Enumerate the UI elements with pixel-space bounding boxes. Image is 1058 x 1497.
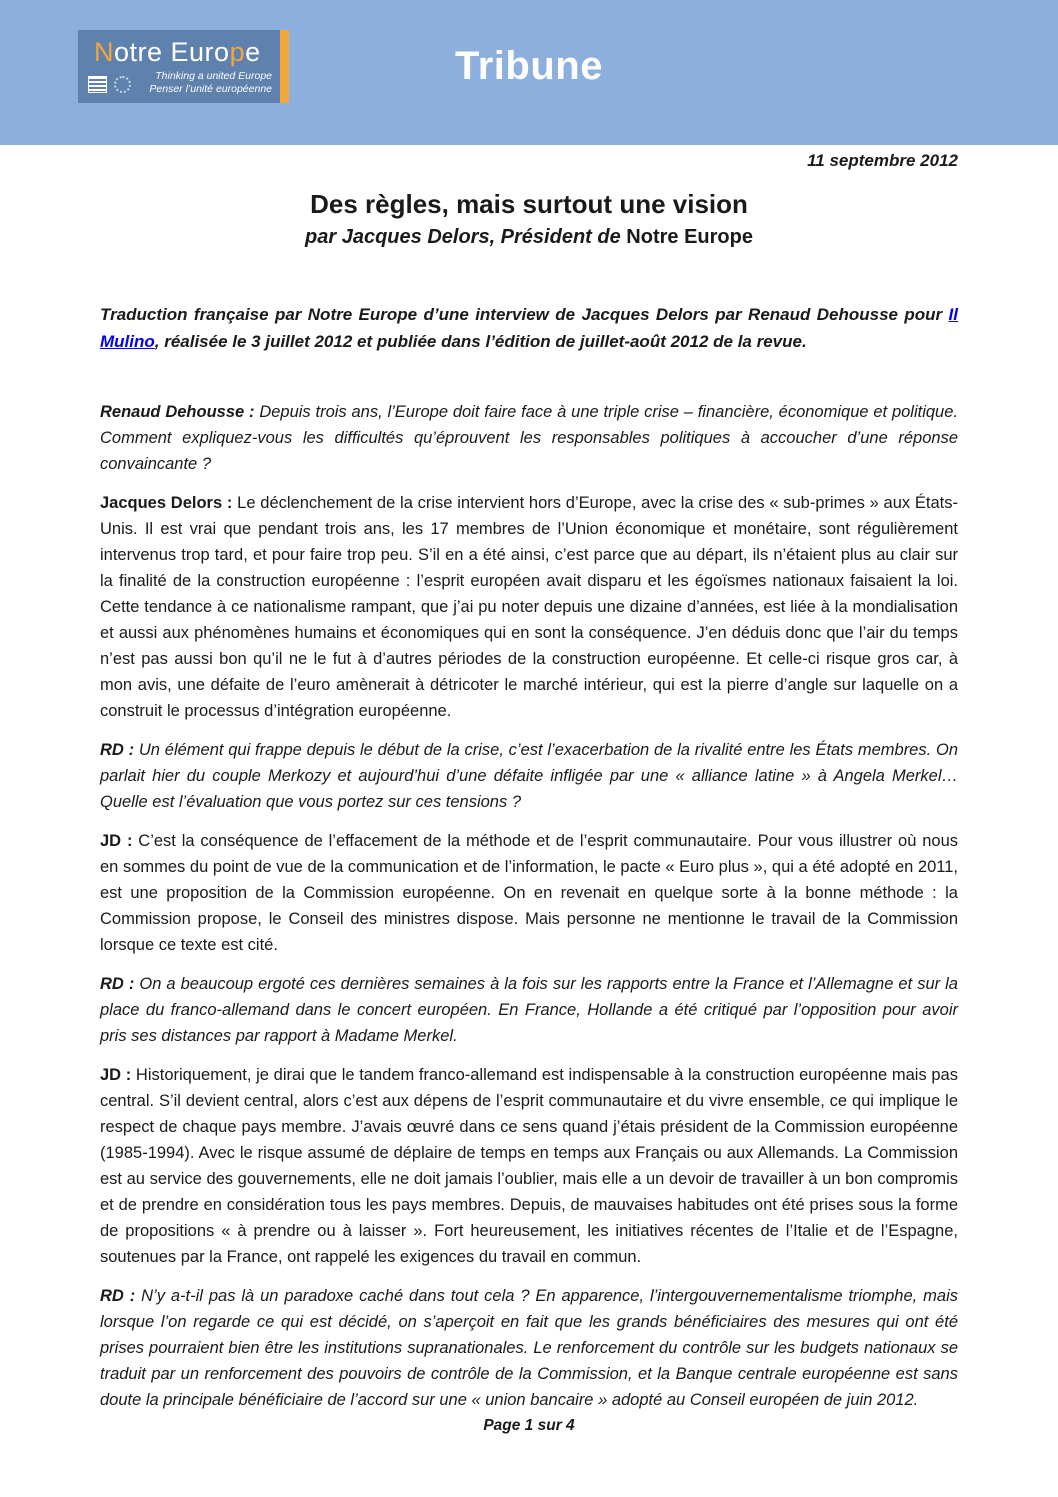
page-subtitle <box>100 226 958 249</box>
paragraph-text: Un élément qui frappe depuis le début de la crise, c’est l’exacerbation de la rivalité entre les États membres. On parlait hier du couple Merkozy et aujourd’hui d’une défaite infligée par une « alliance latine » à Angela Merkel… Quelle est l’évaluation que vous portez sur ces tensions ? <box>100 741 958 811</box>
paragraph-text: Historiquement, je dirai que le tandem franco-allemand est indispensable à la construction européenne mais pas central. S’il devient central, alors c’est aux dépens de l’esprit communautaire et du vivre ensemble, ce qui implique le respect de chaque pays membre. J’avais œuvré dans ce sens quand j’étais président de la Commission européenne (1985-1994). Avec le risque assumé de déplaire de temps en temps aux Français ou aux Allemands. La Commission est au service des gouvernements, elle ne doit jamais l’oublier, mais elle a un devoir de travailler à un bon compromis et de prendre en considération tous les pays membres. Depuis, de mauvaises habitudes ont été prises sous la forme de propositions « à prendre ou à laisser ». Fort heureusement, les initiatives récentes de l’Italie et de l’Espagne, soutenues par la France, ont rappelé les exigences du travail en commun. <box>100 1066 958 1266</box>
speaker-label: JD : <box>100 1066 136 1084</box>
paragraph-text: Le déclenchement de la crise intervient hors d’Europe, avec la crise des « sub-primes » aux États-Unis. Il est vrai que pendant trois ans, les 17 membres de l’Union économique et monétaire, sont régulièrement intervenus trop tard, et pour faire trop peu. S’il en a été ainsi, c’est parce que au départ, ils n’étaient plus au clair sur la finalité de la construction européenne : l’esprit européen avait disparu et les égoïsmes nationaux faisaient la loi. Cette tendance à ce nationalisme rampant, que j’ai pu noter depuis une dizaine d’années, est liée à la mondialisation et aussi aux phénomènes humains et économiques qui en sont la conséquence. J’en déduis donc que l’air du temps n’est pas aussi bon qu’il ne le fut à d’autres périodes de la construction européenne. Et celle-ci risque gros car, à mon avis, une défaite de l’euro amènerait à détricoter le marché intérieur, qui est la pierre d’angle sur laquelle on a construit le processus d’intégration européenne. <box>100 494 958 720</box>
subtitle-brand: Notre Europe <box>626 226 753 248</box>
logo-letter-e: e <box>245 37 261 67</box>
logo-tagline-line2: Penser l’unité européenne <box>149 82 272 95</box>
speaker-label: RD : <box>100 741 139 759</box>
document-content <box>0 151 1058 1413</box>
paragraph-text: Depuis trois ans, l’Europe doit faire face à une triple crise – financière, économique et politique. Comment expliquez-vous les difficultés qu’éprouvent les responsables politiques à accoucher d’une réponse convaincante ? <box>100 403 958 473</box>
interview-paragraph <box>100 399 958 477</box>
logo-letter-p: p <box>229 37 246 67</box>
interview-paragraph <box>100 971 958 1049</box>
paragraph-text: On a beaucoup ergoté ces dernières semaines à la fois sur les rapports entre la France et l’Allemagne et sur la place du franco-allemand dans le concert européen. En France, Hollande a été critiqué par l’opposition pour avoir pris ses distances par rapport à Madame Merkel. <box>100 975 958 1045</box>
speaker-label: Jacques Delors : <box>100 494 238 512</box>
subtitle-byline: par Jacques Delors, Président de <box>305 226 627 248</box>
interview-paragraph <box>100 490 958 724</box>
page-title: Des règles, mais surtout une vision <box>310 189 748 219</box>
interview-paragraph <box>100 1062 958 1270</box>
speaker-label: JD : <box>100 832 139 850</box>
interview-body <box>100 399 958 1413</box>
logo-tagline-line1: Thinking a united Europe <box>155 70 272 82</box>
paragraph-text: N’y a-t-il pas là un paradoxe caché dans tout cela ? En apparence, l’intergouvernementalisme triomphe, mais lorsque l’on regarde ce qui est décidé, on s’aperçoit en fait que les grands bénéficiaires des mesures qui ont été prises pourraient bien être les institutions supranationales. Le renforcement du contrôle sur les budgets nationaux se traduit par un renforcement des pouvoirs de contrôle de la Commission, et la Banque centrale européenne est sans doute la principale bénéficiaire de l’accord sur une « union bancaire » adopté au Conseil européen de juin 2012. <box>100 1287 958 1409</box>
speaker-label: RD : <box>100 1287 142 1305</box>
interview-paragraph <box>100 737 958 815</box>
speaker-label: Renaud Dehousse : <box>100 403 260 421</box>
intro-paragraph <box>100 301 958 355</box>
document-date: 11 septembre 2012 <box>807 151 958 170</box>
intro-text-pre: Traduction française par Notre Europe d’une interview de Jacques Delors par Renaud Dehousse pour <box>100 305 949 324</box>
banner-title: Tribune <box>455 44 603 88</box>
speaker-label: RD : <box>100 975 140 993</box>
page-number: Page 1 sur 4 <box>483 1417 575 1434</box>
logo-letter-n: N <box>94 37 114 67</box>
logo-letters-mid: otre Euro <box>114 37 230 67</box>
header-band <box>0 0 1058 145</box>
il-mulino-link[interactable]: Il Mulino <box>100 305 958 351</box>
paragraph-text: C’est la conséquence de l’effacement de la méthode et de l’esprit communautaire. Pour vous illustrer où nous en sommes du point de vue de la communication et de l’information, le pacte « Euro plus », qui a été adopté en 2011, est une proposition de la Commission européenne. On en revenait en quelque sorte à la bonne méthode : la Commission propose, le Conseil des ministres dispose. Mais personne ne mentionne le travail de la Commission lorsque ce texte est cité. <box>100 832 958 954</box>
intro-text-post: , réalisée le 3 juillet 2012 et publiée dans l’édition de juillet-août 2012 de la revue. <box>154 332 807 351</box>
interview-paragraph <box>100 1283 958 1413</box>
interview-paragraph <box>100 828 958 958</box>
